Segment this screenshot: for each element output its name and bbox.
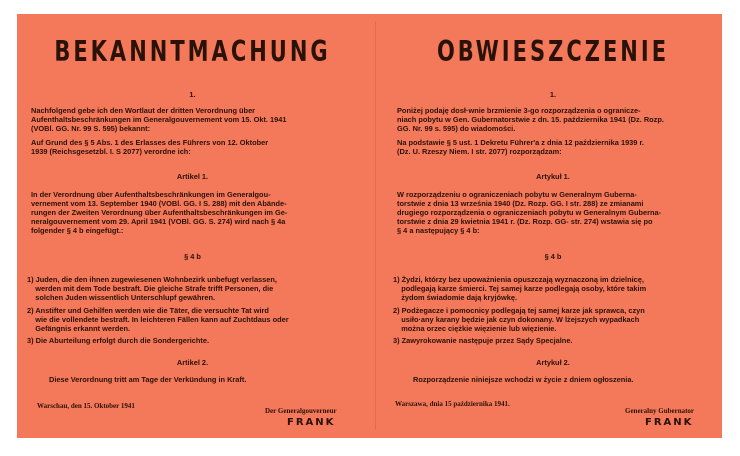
notice-poster — [17, 14, 722, 438]
german-title: BEKANNTMACHUNG — [54, 35, 331, 68]
german-intro: Nachfolgend gebe ich den Wortlaut der dritten Verordnung über Aufenthaltsbeschränkungen im Generalgouvernement vom 15. Okt. 1941 (VOBl. GG. Nr. 99 S. 595) bekannt: — [31, 106, 287, 133]
polish-place-date: Warszawa, dnia 15 października 1941. — [395, 400, 510, 408]
german-signer-title: Der Generalgouverneur — [265, 407, 337, 415]
polish-section-number: 1. — [549, 90, 557, 99]
german-section-number: 1. — [189, 90, 196, 99]
polish-point-2: 2) Podżegacze i pomocnicy podlegają tej samej karze jak sprawca, czyn usiło·any karany będzie jak czyn dokonany. W lżejszych wypadkach można orzec ciężkie więzienie lub więzienie. — [393, 306, 645, 333]
polish-signer-title: Generalny Gubernator — [625, 407, 695, 415]
polish-article-1-heading: Artykuł 1. — [536, 172, 570, 181]
polish-point-1: 1) Żydzi, którzy bez upoważnienia opuszczają wyznaczoną im dzielnicę, podlegają karze śmierci. Tej samej karze podlegają osoby, które takim żydom świadomie dają kryjówkę. — [393, 275, 647, 302]
polish-paragraph-heading: § 4 b — [544, 252, 562, 261]
german-signer-name: FRANK — [287, 417, 336, 428]
german-legal-basis: Auf Grund des § 5 Abs. 1 des Erlasses des Führers von 12. Oktober 1939 (Reichsgesetzbl. I. S 2077) verordne ich: — [31, 138, 269, 156]
german-point-3: 3) Die Aburteilung erfolgt durch die Sondergerichte. — [27, 336, 210, 345]
polish-title: OBWIESZCZENIE — [436, 35, 670, 68]
german-article-1-text: In der Verordnung über Aufenthaltsbeschränkungen im Generalgou- vernement vom 13. September 1940 (VOBl. GG. I S. 288) mit den Abände- rungen der Zweiten Verordnung über Aufenthaltsbeschränkungen im Ge- neralgouvernement vom 29. April 1941 (VOBl. GG. S. 274) wird nach § 4a folgender § 4 b eingefügt.: — [31, 190, 288, 235]
polish-point-3: 3) Zawyrokowanie następuje przez Sądy Specjalne. — [393, 336, 573, 345]
german-article-2-heading: Artikel 2. — [176, 358, 209, 367]
german-place-date: Warschau, den 15. Oktober 1941 — [37, 402, 135, 410]
polish-article-1-text: W rozporządzeniu o ograniczeniach pobytu w Generalnym Guberna- torstwie z dnia 13 września 1940 (Dz. Rozp. GG. I str. 288) ze zmianami drugiego rozporządzenia o ograniczeniach pobytu w Generalnym Guberna- torstwie z dnia 29 kwietnia 1941 r. (Dz. Rozp. GG- str. 274) wstawia się po § 4 a następujący § 4 b: — [397, 190, 662, 235]
polish-article-2-heading: Artykuł 2. — [536, 358, 570, 367]
german-column — [25, 14, 360, 438]
polish-intro: Poniżej podaję dosł·wnie brzmienie 3-go rozporządzenia o ogranicze- niach pobytu w Gen. Gubernatorstwie z dn. 15. października 1941 (Dz. Rozp. GG. Nr. 99 s. 595) do wiadomości. — [397, 106, 664, 133]
polish-legal-basis: Na podstawie § 5 ust. 1 Dekretu Führer'a z dnia 12 października 1939 r. (Dz. U. Rzeszy Niem. I str. 2077) rozporządzam: — [397, 138, 644, 156]
german-point-2: 2) Anstifter und Gehilfen werden wie die Täter, die versuchte Tat wird wie die vollendete bestraft. In leichteren Fällen kann auf Zuchtdaus oder Gefängnis erkannt werden. — [27, 306, 289, 333]
polish-signer-name: FRANK — [645, 417, 694, 428]
column-divider — [375, 22, 376, 430]
polish-article-2-text: Rozporządzenie niniejsze wchodzi w życie z dniem ogłoszenia. — [413, 375, 634, 384]
german-point-1: 1) Juden, die den ihnen zugewiesenen Wohnbezirk unbefugt verlassen, werden mit dem Tode bestraft. Die gleiche Strafe trifft Personen, die solchen Juden wissentlich Unterschlupf gewähren. — [27, 275, 277, 302]
polish-column — [393, 14, 713, 438]
german-article-2-text: Diese Verordnung tritt am Tage der Verkündung in Kraft. — [49, 375, 247, 384]
german-article-1-heading: Artikel 1. — [176, 172, 209, 181]
german-paragraph-heading: § 4 b — [184, 252, 201, 261]
